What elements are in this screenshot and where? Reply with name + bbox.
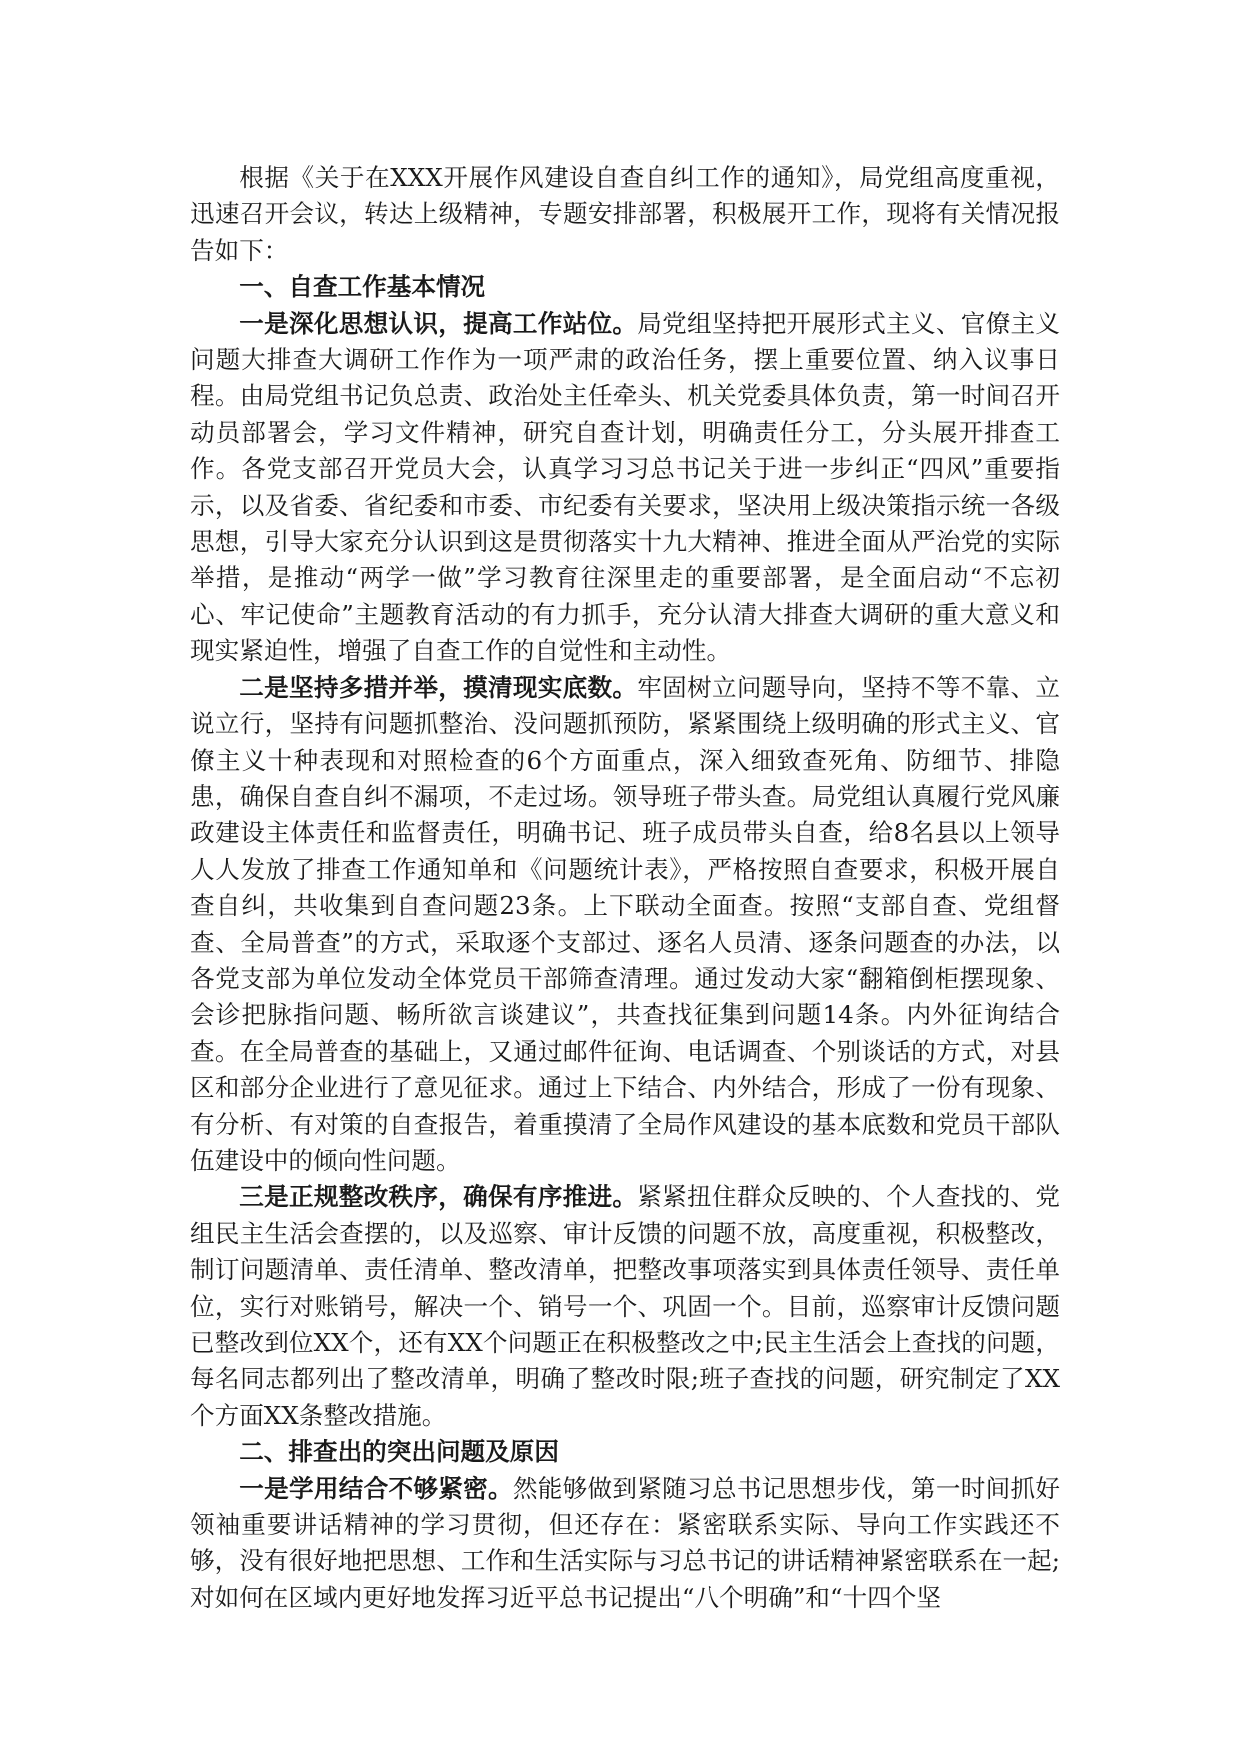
section-1-paragraph-2-body: 牢固树立问题导向，坚持不等不靠、立说立行，坚持有问题抓整治、没问题抓预防，紧紧围绕上级明确的形式主义、官僚主义十种表现和对照检查的6个方面重点，深入细致查死角、防细节、排隐患，确保自查自纠不漏项，不走过场。领导班子带头查。局党组认真履行党风廉政建设主体责任和监督责任，明确书记、班子成员带头自查，给8名县以上领导人人发放了排查工作通知单和《问题统计表》，严格按照自查要求，积极开展自查自纠，共收集到自查问题23条。上下联动全面查。按照“支部自查、党组督查、全局普查”的方式，采取逐个支部过、逐名人员清、逐条问题查的办法，以各党支部为单位发动全体党员干部筛查清理。通过发动大家“翻箱倒柜摆现象、会诊把脉指问题、畅所欲言谈建议”，共查找征集到问题14条。内外征询结合查。在全局普查的基础上，又通过邮件征询、电话调查、个别谈话的方式，对县区和部分企业进行了意见征求。通过上下结合、内外结合，形成了一份有现象、有分析、有对策的自查报告，着重摸清了全局作风建设的基本底数和党员干部队伍建设中的倾向性问题。 — [190, 672, 1060, 1175]
section-1-paragraph-2 — [190, 670, 1060, 1180]
section-2-paragraph-1-body: 然能够做到紧随习总书记思想步伐，第一时间抓好领袖重要讲话精神的学习贯彻，但还存在：紧密联系实际、导向工作实践还不够，没有很好地把思想、工作和生活实际与习总书记的讲话精神紧密联系在一起;对如何在区域内更好地发挥习近平总书记提出“八个明确”和“十四个坚 — [190, 1473, 1060, 1612]
section-1-paragraph-3-body: 紧紧扭住群众反映的、个人查找的、党组民主生活会查摆的，以及巡察、审计反馈的问题不放，高度重视，积极整改，制订问题清单、责任清单、整改清单，把整改事项落实到具体责任领导、责任单位，实行对账销号，解决一个、销号一个、巩固一个。目前，巡察审计反馈问题已整改到位XX个，还有XX个问题正在积极整改之中;民主生活会上查找的问题，每名同志都列出了整改清单，明确了整改时限;班子查找的问题，研究制定了XX个方面XX条整改措施。 — [190, 1182, 1060, 1430]
section-2-paragraph-1-lead: 一是学用结合不够紧密。 — [239, 1473, 513, 1503]
intro-text: 根据《关于在XXX开展作风建设自查自纠工作的通知》，局党组高度重视，迅速召开会议，转达上级精神，专题安排部署，积极展开工作，现将有关情况报告如下： — [190, 163, 1060, 265]
section-2-paragraph-1 — [190, 1471, 1060, 1617]
section-1-paragraph-1-body: 局党组坚持把开展形式主义、官僚主义问题大排查大调研工作作为一项严肃的政治任务，摆上重要位置、纳入议事日程。由局党组书记负总责、政治处主任牵头、机关党委具体负责，第一时间召开动员部署会，学习文件精神，研究自查计划，明确责任分工，分头展开排查工作。各党支部召开党员大会，认真学习习总书记关于进一步纠正“四风”重要指示，以及省委、省纪委和市委、市纪委有关要求，坚决用上级决策指示统一各级思想，引导大家充分认识到这是贯彻落实十九大精神、推进全面从严治党的实际举措，是推动“两学一做”学习教育往深里走的重要部署，是全面启动“不忘初心、牢记使命”主题教育活动的有力抓手，充分认清大排查大调研的重大意义和现实紧迫性，增强了自查工作的自觉性和主动性。 — [190, 308, 1060, 666]
section-1-paragraph-1-lead: 一是深化思想认识，提高工作站位。 — [239, 308, 638, 338]
intro-paragraph — [190, 160, 1060, 269]
document-body — [190, 160, 1060, 1616]
section-2-heading: 二、排查出的突出问题及原因 — [239, 1437, 559, 1467]
section-1-paragraph-2-lead: 二是坚持多措并举，摸清现实底数。 — [239, 672, 638, 702]
section-1-paragraph-3-lead: 三是正规整改秩序，确保有序推进。 — [239, 1182, 638, 1212]
section-1-paragraph-1 — [190, 306, 1060, 670]
section-1-paragraph-3 — [190, 1179, 1060, 1434]
section-1-heading: 一、自查工作基本情况 — [239, 272, 486, 302]
